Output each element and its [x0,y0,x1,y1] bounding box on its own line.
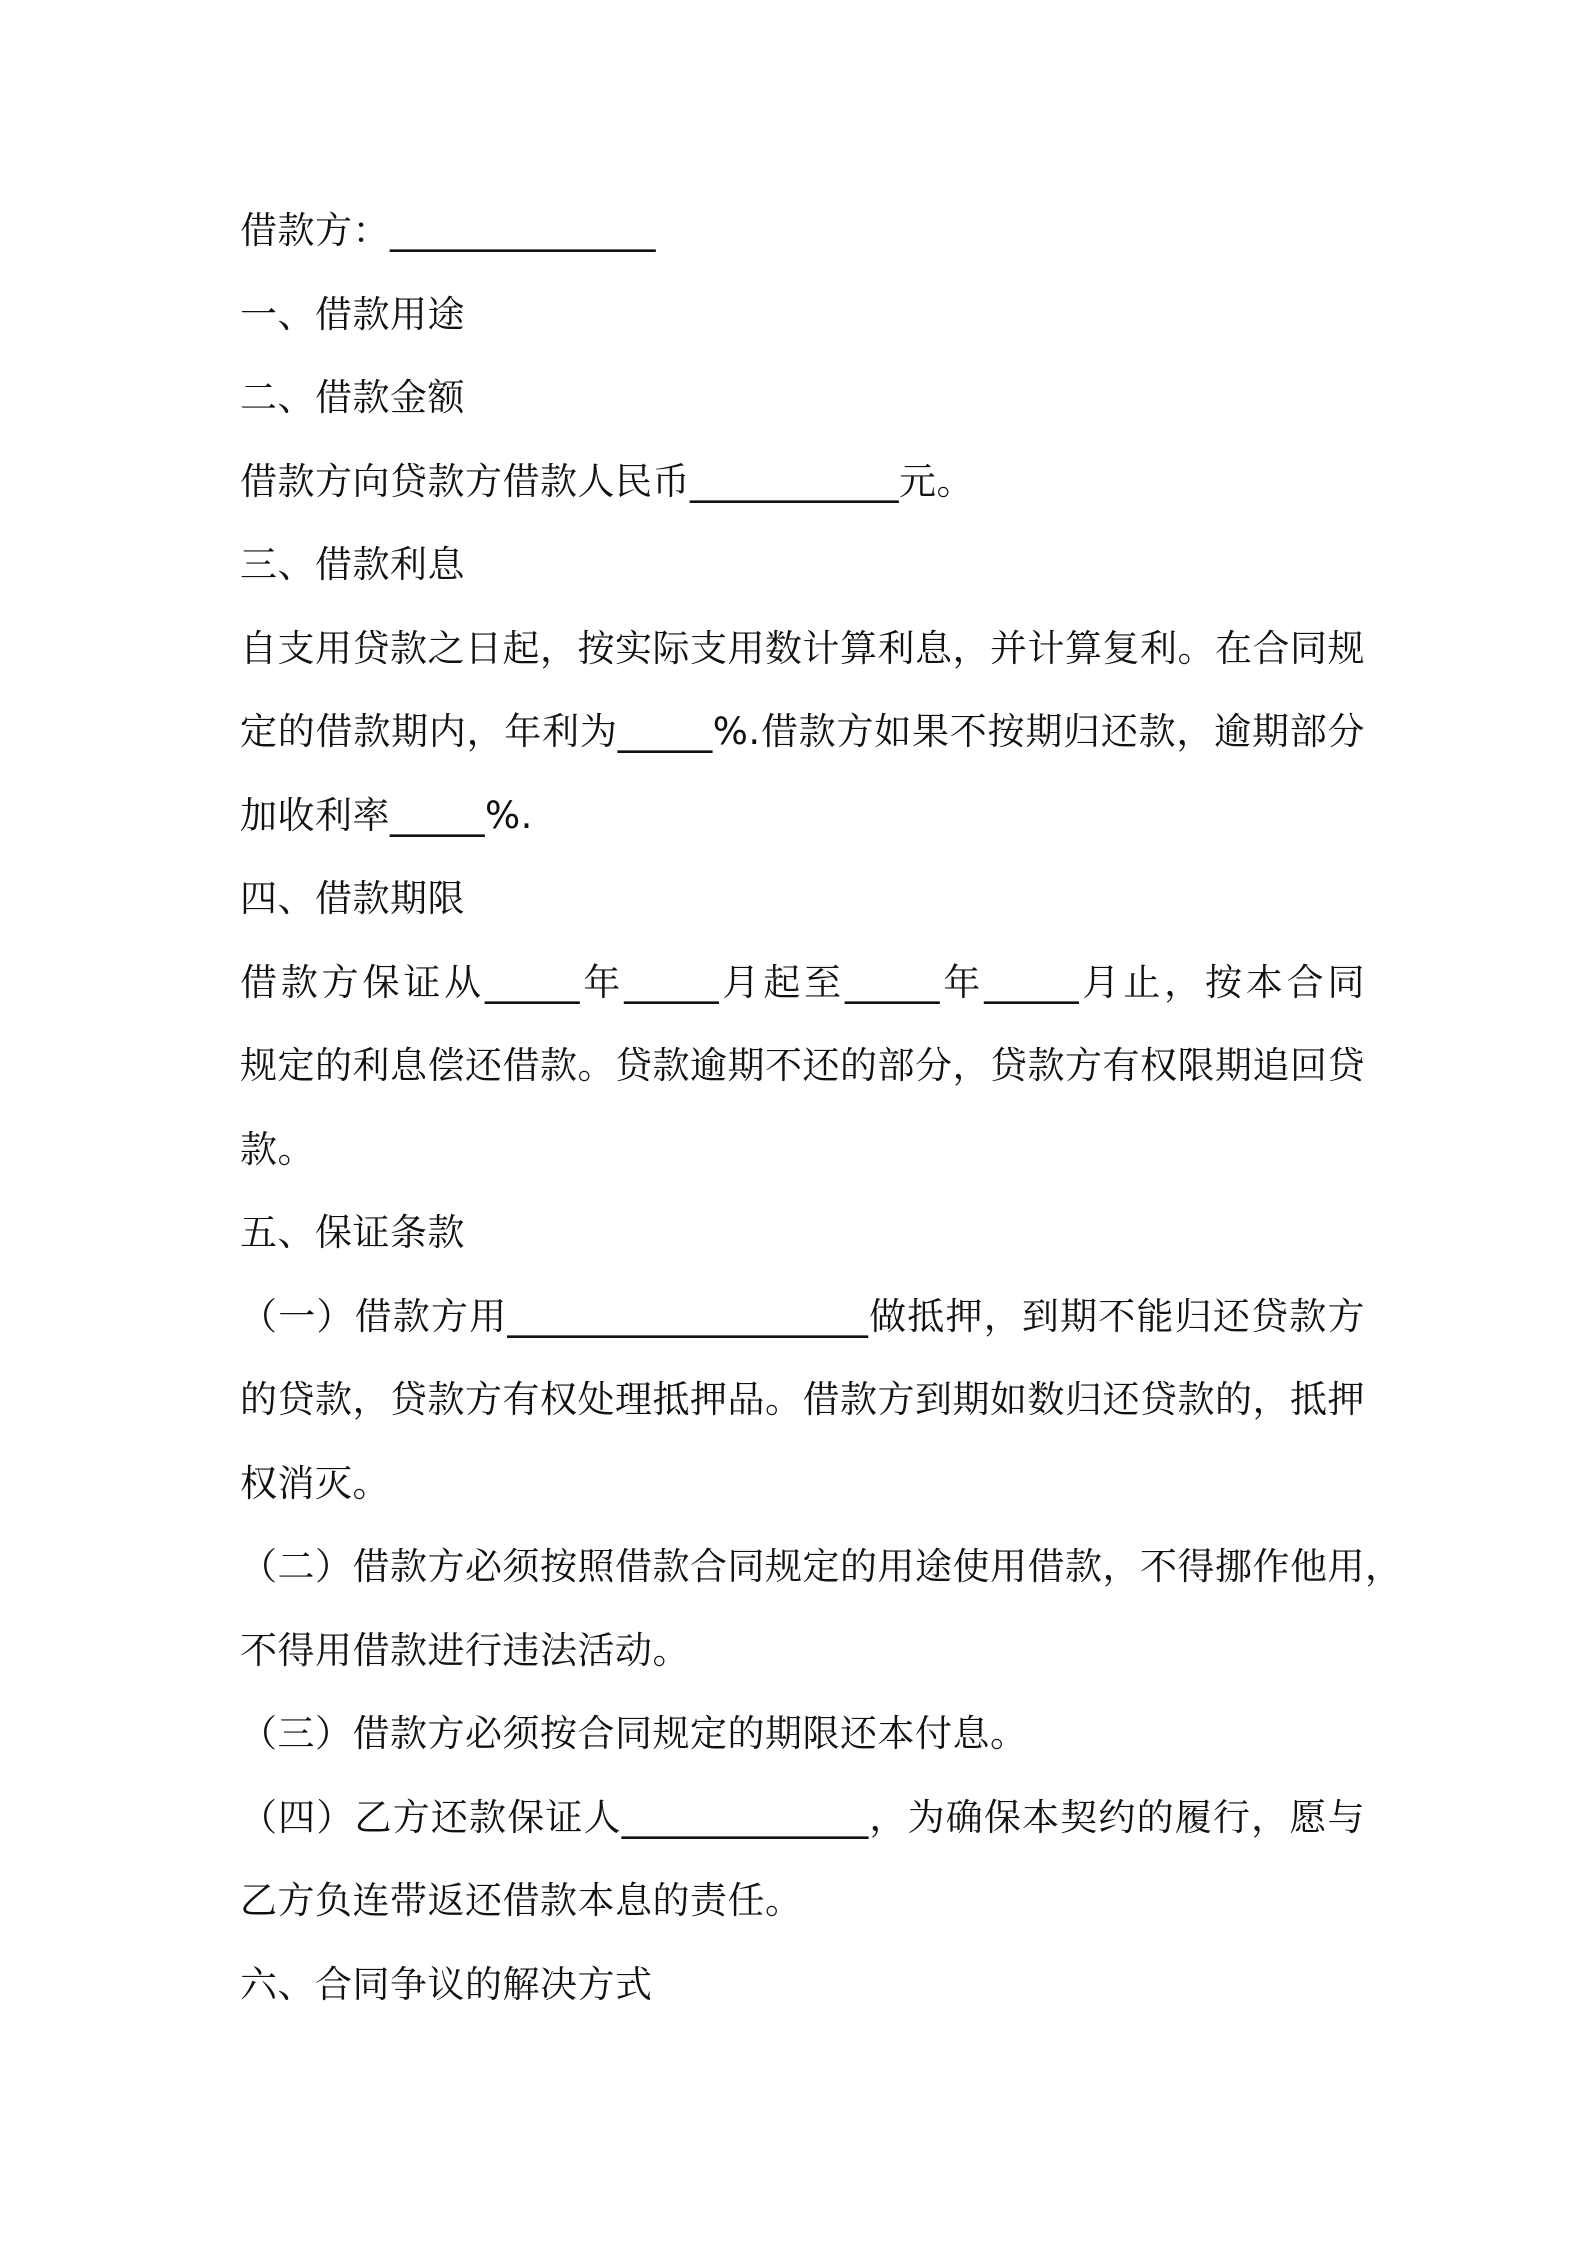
section-2-heading: 二、借款金额 [240,376,465,419]
guarantee-clause-4-line-2: 乙方负连带返还借款本息的责任。 [240,1879,803,1922]
section-6-heading: 六、合同争议的解决方式 [240,1963,653,2006]
section-5-heading: 五、保证条款 [240,1211,465,1254]
interest-paragraph-line-2: 定的借款期内，年利为_____%.借款方如果不按期归还款，逾期部分 [240,710,1365,753]
guarantee-clause-1-line-3: 权消灭。 [240,1462,390,1505]
section-1-heading: 一、借款用途 [240,293,465,336]
term-paragraph-line-3: 款。 [240,1128,315,1171]
term-paragraph-line-2: 规定的利息偿还借款。贷款逾期不还的部分，贷款方有权限期追回贷 [240,1044,1365,1087]
guarantee-clause-2-line-2: 不得用借款进行违法活动。 [240,1629,690,1672]
section-3-heading: 三、借款利息 [240,543,465,586]
guarantee-clause-4-line-1: （四）乙方还款保证人_____________，为确保本契约的履行，愿与 [240,1796,1365,1839]
term-paragraph-line-1: 借款方保证从_____年_____月起至_____年_____月止，按本合同 [240,961,1365,1004]
interest-paragraph-line-3: 加收利率_____%. [240,794,533,837]
guarantee-clause-1-line-2: 的贷款，贷款方有权处理抵押品。借款方到期如数归还贷款的，抵押 [240,1378,1365,1421]
section-4-heading: 四、借款期限 [240,877,465,920]
guarantee-clause-2-line-1: （二）借款方必须按照借款合同规定的用途使用借款，不得挪作他用， [240,1545,1403,1588]
guarantee-clause-3: （三）借款方必须按合同规定的期限还本付息。 [240,1712,1028,1755]
interest-paragraph-line-1: 自支用贷款之日起，按实际支用数计算利息，并计算复利。在合同规 [240,627,1365,670]
guarantee-clause-1-line-1: （一）借款方用___________________做抵押，到期不能归还贷款方 [240,1295,1365,1338]
loan-amount-text: 借款方向贷款方借款人民币___________元。 [240,460,974,503]
borrower-line: 借款方：______________ [240,209,656,252]
